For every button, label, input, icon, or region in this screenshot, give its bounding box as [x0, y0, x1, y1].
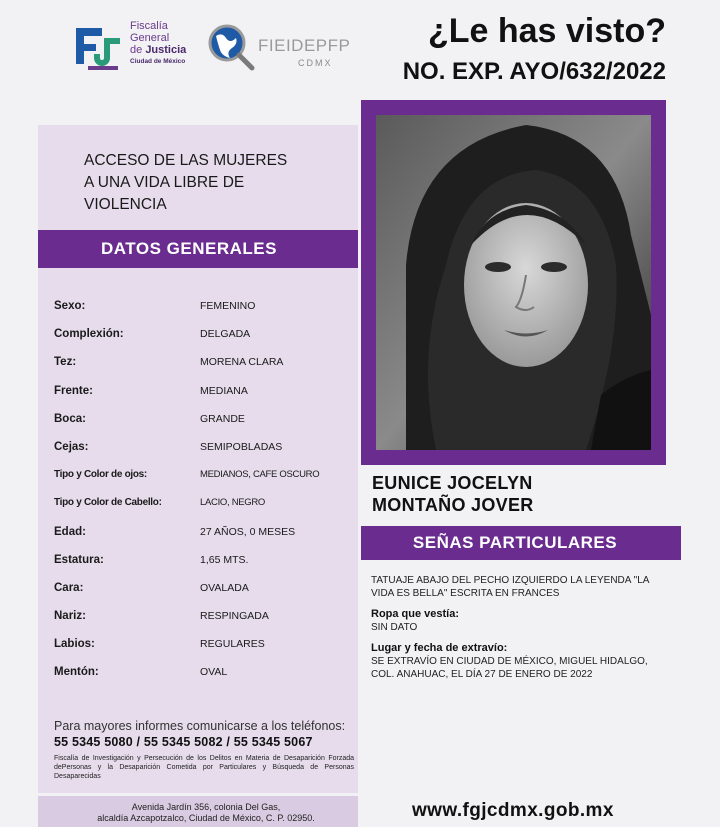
senas-header — [361, 526, 681, 560]
portrait-image — [376, 115, 651, 450]
program-line-1: ACCESO DE LAS MUJERES — [84, 152, 288, 169]
program-line-3: VIOLENCIA — [84, 196, 167, 213]
datos-value: DELGADA — [200, 328, 251, 341]
datos-value: GRANDE — [200, 412, 245, 425]
datos-label: Estatura: — [54, 553, 104, 566]
datos-value: FEMENINO — [200, 300, 256, 312]
datos-row — [54, 467, 354, 495]
missing-person-photo — [376, 115, 651, 450]
datos-value: OVALADA — [200, 581, 249, 594]
program-line-2: A UNA VIDA LIBRE DE — [84, 174, 245, 191]
program-title — [84, 150, 344, 216]
person-name — [372, 472, 534, 516]
address — [56, 802, 356, 824]
datos-label: Mentón: — [54, 666, 99, 679]
ropa-section — [371, 608, 671, 634]
datos-row — [54, 580, 354, 608]
datos-row — [54, 439, 354, 467]
fgj-line-2: General — [130, 32, 170, 44]
senas-title: SEÑAS PARTICULARES — [412, 533, 618, 552]
lugar-title: Lugar y fecha de extravío: — [371, 642, 508, 654]
datos-label: Labios: — [54, 638, 95, 651]
datos-value: MORENA CLARA — [200, 356, 284, 369]
fiscalia-name: Fiscalía de Investigación y Persecución de los Delitos en Materia de Desaparición Forzada dePersonas y la Desaparición Cometida por Particulares y Búsqueda de Personas Desaparecidas — [54, 755, 354, 780]
datos-row — [54, 664, 354, 692]
datos-row — [54, 636, 354, 664]
ropa-value: SIN DATO — [371, 622, 418, 633]
datos-row — [54, 524, 354, 552]
datos-label: Edad: — [54, 525, 86, 538]
person-name-line-1: EUNICE JOCELYN — [372, 473, 533, 493]
lugar-section — [371, 642, 671, 681]
fieidepfp-logo — [206, 20, 366, 86]
fgj-logo — [72, 18, 200, 86]
address-line-2: alcaldía Azcapotzalco, Ciudad de México, C. P. 02950. — [97, 813, 315, 823]
ropa-title: Ropa que vestía: — [371, 608, 460, 620]
datos-label: Nariz: — [54, 610, 86, 623]
fgj-line-3: de — [130, 44, 143, 56]
datos-value: LACIO, NEGRO — [200, 497, 266, 509]
datos-label: Boca: — [54, 412, 86, 425]
datos-label: Tez: — [54, 356, 77, 369]
datos-value: 1,65 MTS. — [200, 553, 249, 566]
datos-label: Cara: — [54, 581, 84, 594]
headline: ¿Le has visto? — [427, 12, 666, 50]
datos-row — [54, 354, 354, 382]
fgj-emblem-icon — [76, 24, 122, 76]
fieidepfp-name: FIEIDEPFP — [258, 36, 351, 55]
datos-row — [54, 495, 354, 523]
fieidepfp-sub: CDMX — [298, 58, 333, 68]
fgj-line-1: Fiscalía — [130, 20, 168, 32]
datos-value: MEDIANOS, CAFE OSCURO — [200, 469, 320, 481]
datos-row — [54, 608, 354, 636]
datos-generales-list — [54, 298, 354, 693]
contact-phones: 55 5345 5080 / 55 5345 5082 / 55 5345 5067 — [54, 735, 313, 749]
datos-value: 27 AÑOS, 0 MESES — [200, 525, 296, 538]
datos-label: Sexo: — [54, 300, 86, 312]
datos-label: Frente: — [54, 384, 93, 397]
fgj-line-4: Justicia — [145, 44, 187, 56]
datos-label: Tipo y Color de ojos: — [54, 469, 147, 481]
contact-intro: Para mayores informes comunicarse a los teléfonos: — [54, 719, 346, 733]
address-line-1: Avenida Jardín 356, colonia Del Gas, — [131, 802, 281, 812]
website-link[interactable]: www.fgjcdmx.gob.mx — [412, 800, 614, 821]
datos-value: OVAL — [200, 666, 228, 679]
datos-value: MEDIANA — [200, 384, 248, 397]
datos-row — [54, 383, 354, 411]
magnifier-globe-icon — [206, 22, 256, 72]
person-name-line-2: MONTAÑO JOVER — [372, 495, 534, 515]
datos-value: RESPINGADA — [200, 610, 269, 623]
fgj-line-5: Ciudad de México — [130, 58, 186, 65]
datos-generales-title: DATOS GENERALES — [101, 239, 277, 258]
datos-row — [54, 552, 354, 580]
datos-row — [54, 326, 354, 354]
datos-value: SEMIPOBLADAS — [200, 440, 283, 453]
datos-label: Cejas: — [54, 440, 89, 453]
expediente-number: NO. EXP. AYO/632/2022 — [402, 58, 666, 85]
datos-label: Tipo y Color de Cabello: — [54, 497, 162, 509]
lugar-value: SE EXTRAVÍO EN CIUDAD DE MÉXICO, MIGUEL HIDALGO, COL. ANAHUAC, EL DÍA 27 DE ENERO DE 2022 — [371, 656, 648, 680]
datos-label: Complexión: — [54, 328, 124, 341]
datos-generales-header — [38, 230, 358, 268]
senas-description: TATUAJE ABAJO DEL PECHO IZQUIERDO LA LEYENDA "LA VIDA ES BELLA" ESCRITA EN FRANCES — [371, 575, 649, 599]
datos-row — [54, 298, 354, 326]
datos-value: REGULARES — [200, 638, 265, 651]
senas-particulares — [371, 574, 671, 689]
datos-row — [54, 411, 354, 439]
